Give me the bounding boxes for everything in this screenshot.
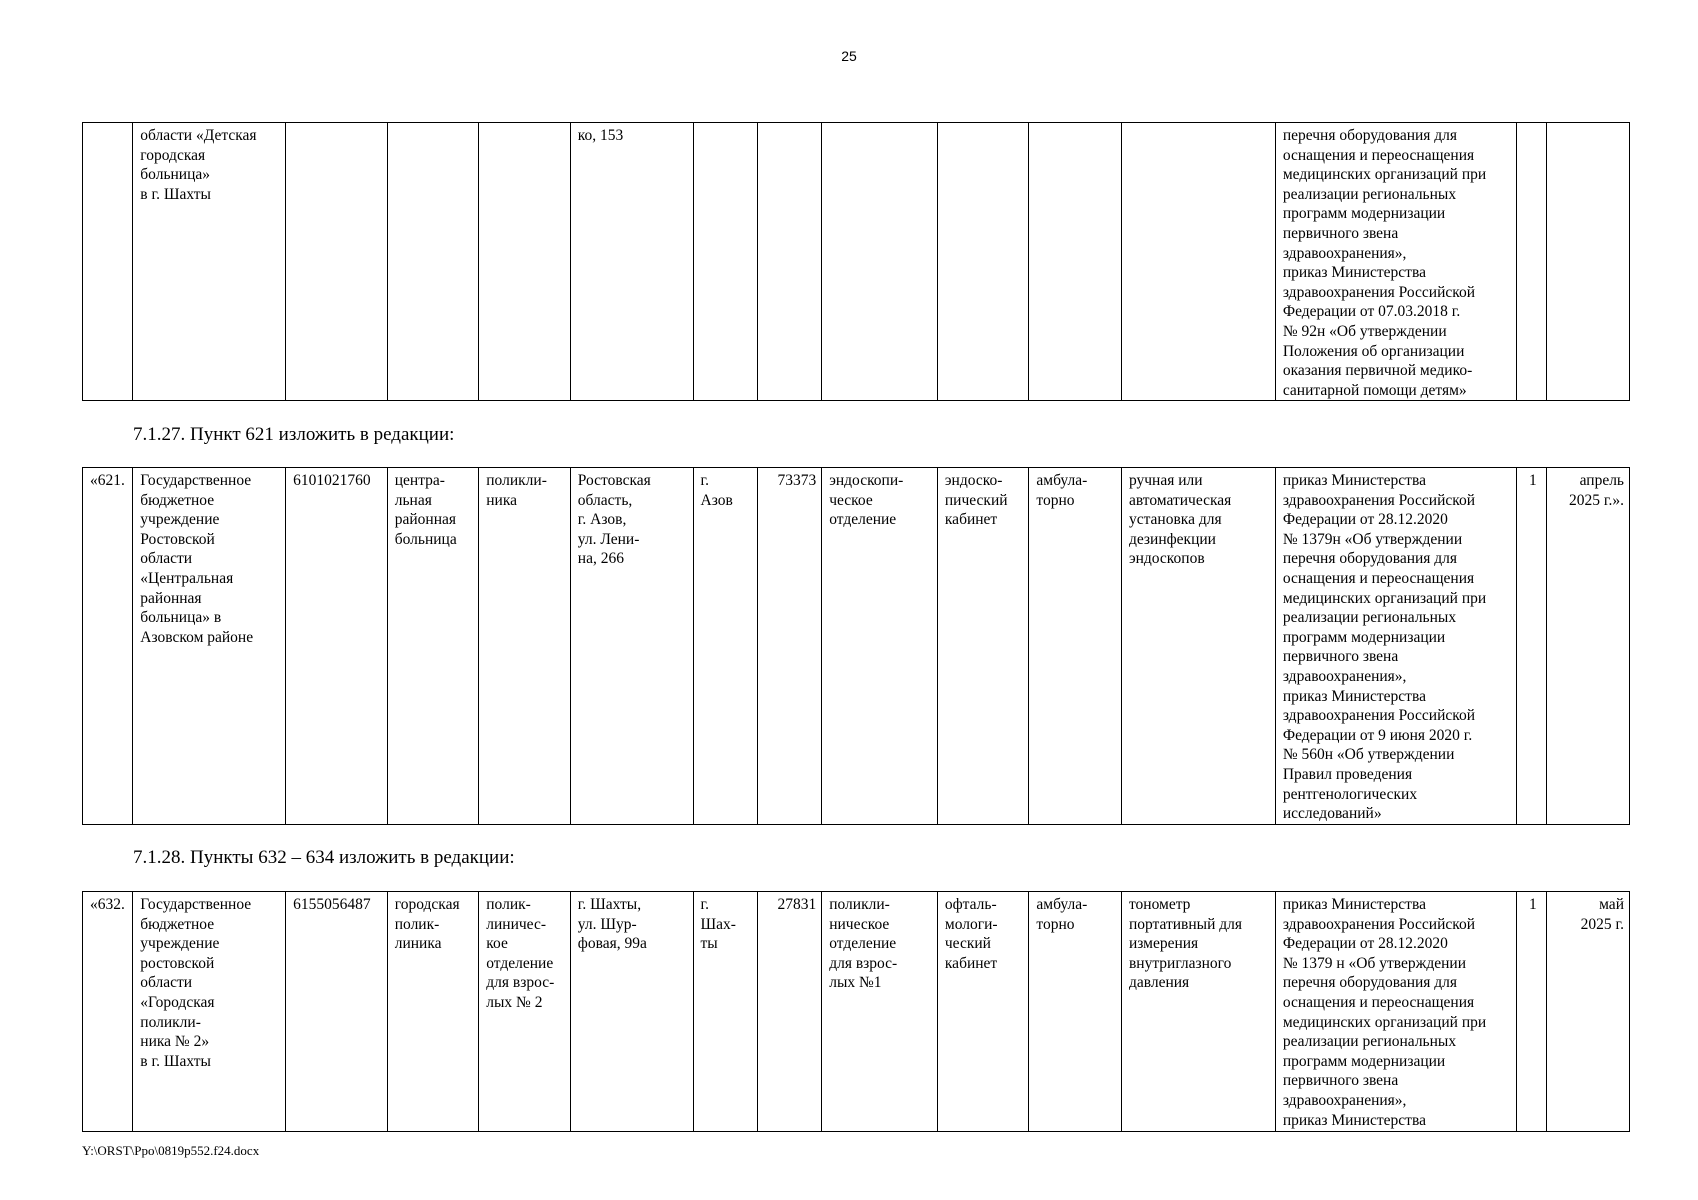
table-continuation [82,122,1630,401]
cell-form: амбула- торно [1029,892,1122,1132]
cell-quantity: 1 [1517,468,1547,825]
file-path-footer: Y:\ORST\Ppo\0819p552.f24.docx [82,1143,260,1158]
cell-department [822,123,938,401]
cell-room: офталь- мологи- ческий кабинет [937,892,1029,1132]
table-row [83,468,1630,825]
cell-organization: области «Детская городская больница» в г. Шахты [133,123,286,401]
cell-num [83,123,133,401]
section-heading-7-1-28: 7.1.28. Пункты 632 – 634 изложить в редакции: [133,847,515,868]
page-number: 25 [841,48,857,64]
cell-num: «621. [83,468,133,825]
table-row [83,892,1630,1132]
cell-basis: приказ Министерства здравоохранения Российской Федерации от 28.12.2020 № 1379 н «Об утверждении перечня оборудования для оснащения и переоснащения медицинских организаций при реализации региональных программ модернизации первичного звена здравоохранения», приказ Министерства [1275,892,1516,1132]
cell-room [937,123,1029,401]
cell-quantity: 1 [1517,892,1547,1132]
cell-subdivision: поликли- ника [479,468,571,825]
table-row [83,123,1630,401]
cell-date: апрель 2025 г.». [1547,468,1630,825]
cell-city: г. Шах- ты [693,892,757,1132]
cell-type: городская полик- линика [387,892,479,1132]
cell-organization: Государственное бюджетное учреждение ростовской области «Городская поликли- ника № 2» в г. Шахты [133,892,286,1132]
cell-inn: 6155056487 [286,892,388,1132]
cell-equipment: ручная или автоматическая установка для дезинфекции эндоскопов [1121,468,1275,825]
cell-inn [286,123,388,401]
cell-num: «632. [83,892,133,1132]
cell-date: май 2025 г. [1547,892,1630,1132]
cell-subdivision [479,123,571,401]
cell-subdivision: полик- линичес- кое отделение для взрос- лых № 2 [479,892,571,1132]
cell-type: центра- льная районная больница [387,468,479,825]
cell-date [1547,123,1630,401]
cell-address: ко, 153 [570,123,693,401]
cell-department: эндоскопи- ческое отделение [822,468,938,825]
cell-oktmo: 27831 [757,892,821,1132]
table-points-632-634 [82,891,1630,1132]
cell-inn: 6101021760 [286,468,388,825]
cell-address: Ростовская область, г. Азов, ул. Лени- на, 266 [570,468,693,825]
cell-basis: приказ Министерства здравоохранения Российской Федерации от 28.12.2020 № 1379н «Об утверждении перечня оборудования для оснащения и переоснащения медицинских организаций при реализации региональных программ модернизации первичного звена здравоохранения», приказ Министерства здравоохранения Российской Федерации от 9 июня 2020 г. № 560н «Об утверждении Правил проведения рентгенологических исследований» [1275,468,1516,825]
cell-basis: перечня оборудования для оснащения и переоснащения медицинских организаций при реализации региональных программ модернизации первичного звена здравоохранения», приказ Министерства здравоохранения Российской Федерации от 07.03.2018 г. № 92н «Об утверждении Положения об организации оказания первичной медико- санитарной помощи детям» [1275,123,1516,401]
cell-city [693,123,757,401]
cell-type [387,123,479,401]
cell-department: поликли- ническое отделение для взрос- лых №1 [822,892,938,1132]
cell-form [1029,123,1122,401]
cell-city: г. Азов [693,468,757,825]
cell-quantity [1517,123,1547,401]
section-heading-7-1-27: 7.1.27. Пункт 621 изложить в редакции: [133,424,455,445]
cell-address: г. Шахты, ул. Шур- фовая, 99а [570,892,693,1132]
cell-equipment [1121,123,1275,401]
cell-organization: Государственное бюджетное учреждение Ростовской области «Центральная районная больница» в Азовском районе [133,468,286,825]
cell-oktmo: 73373 [757,468,821,825]
cell-form: амбула- торно [1029,468,1122,825]
table-point-621 [82,467,1630,825]
cell-equipment: тонометр портативный для измерения внутриглазного давления [1121,892,1275,1132]
cell-oktmo [757,123,821,401]
cell-room: эндоско- пический кабинет [937,468,1029,825]
